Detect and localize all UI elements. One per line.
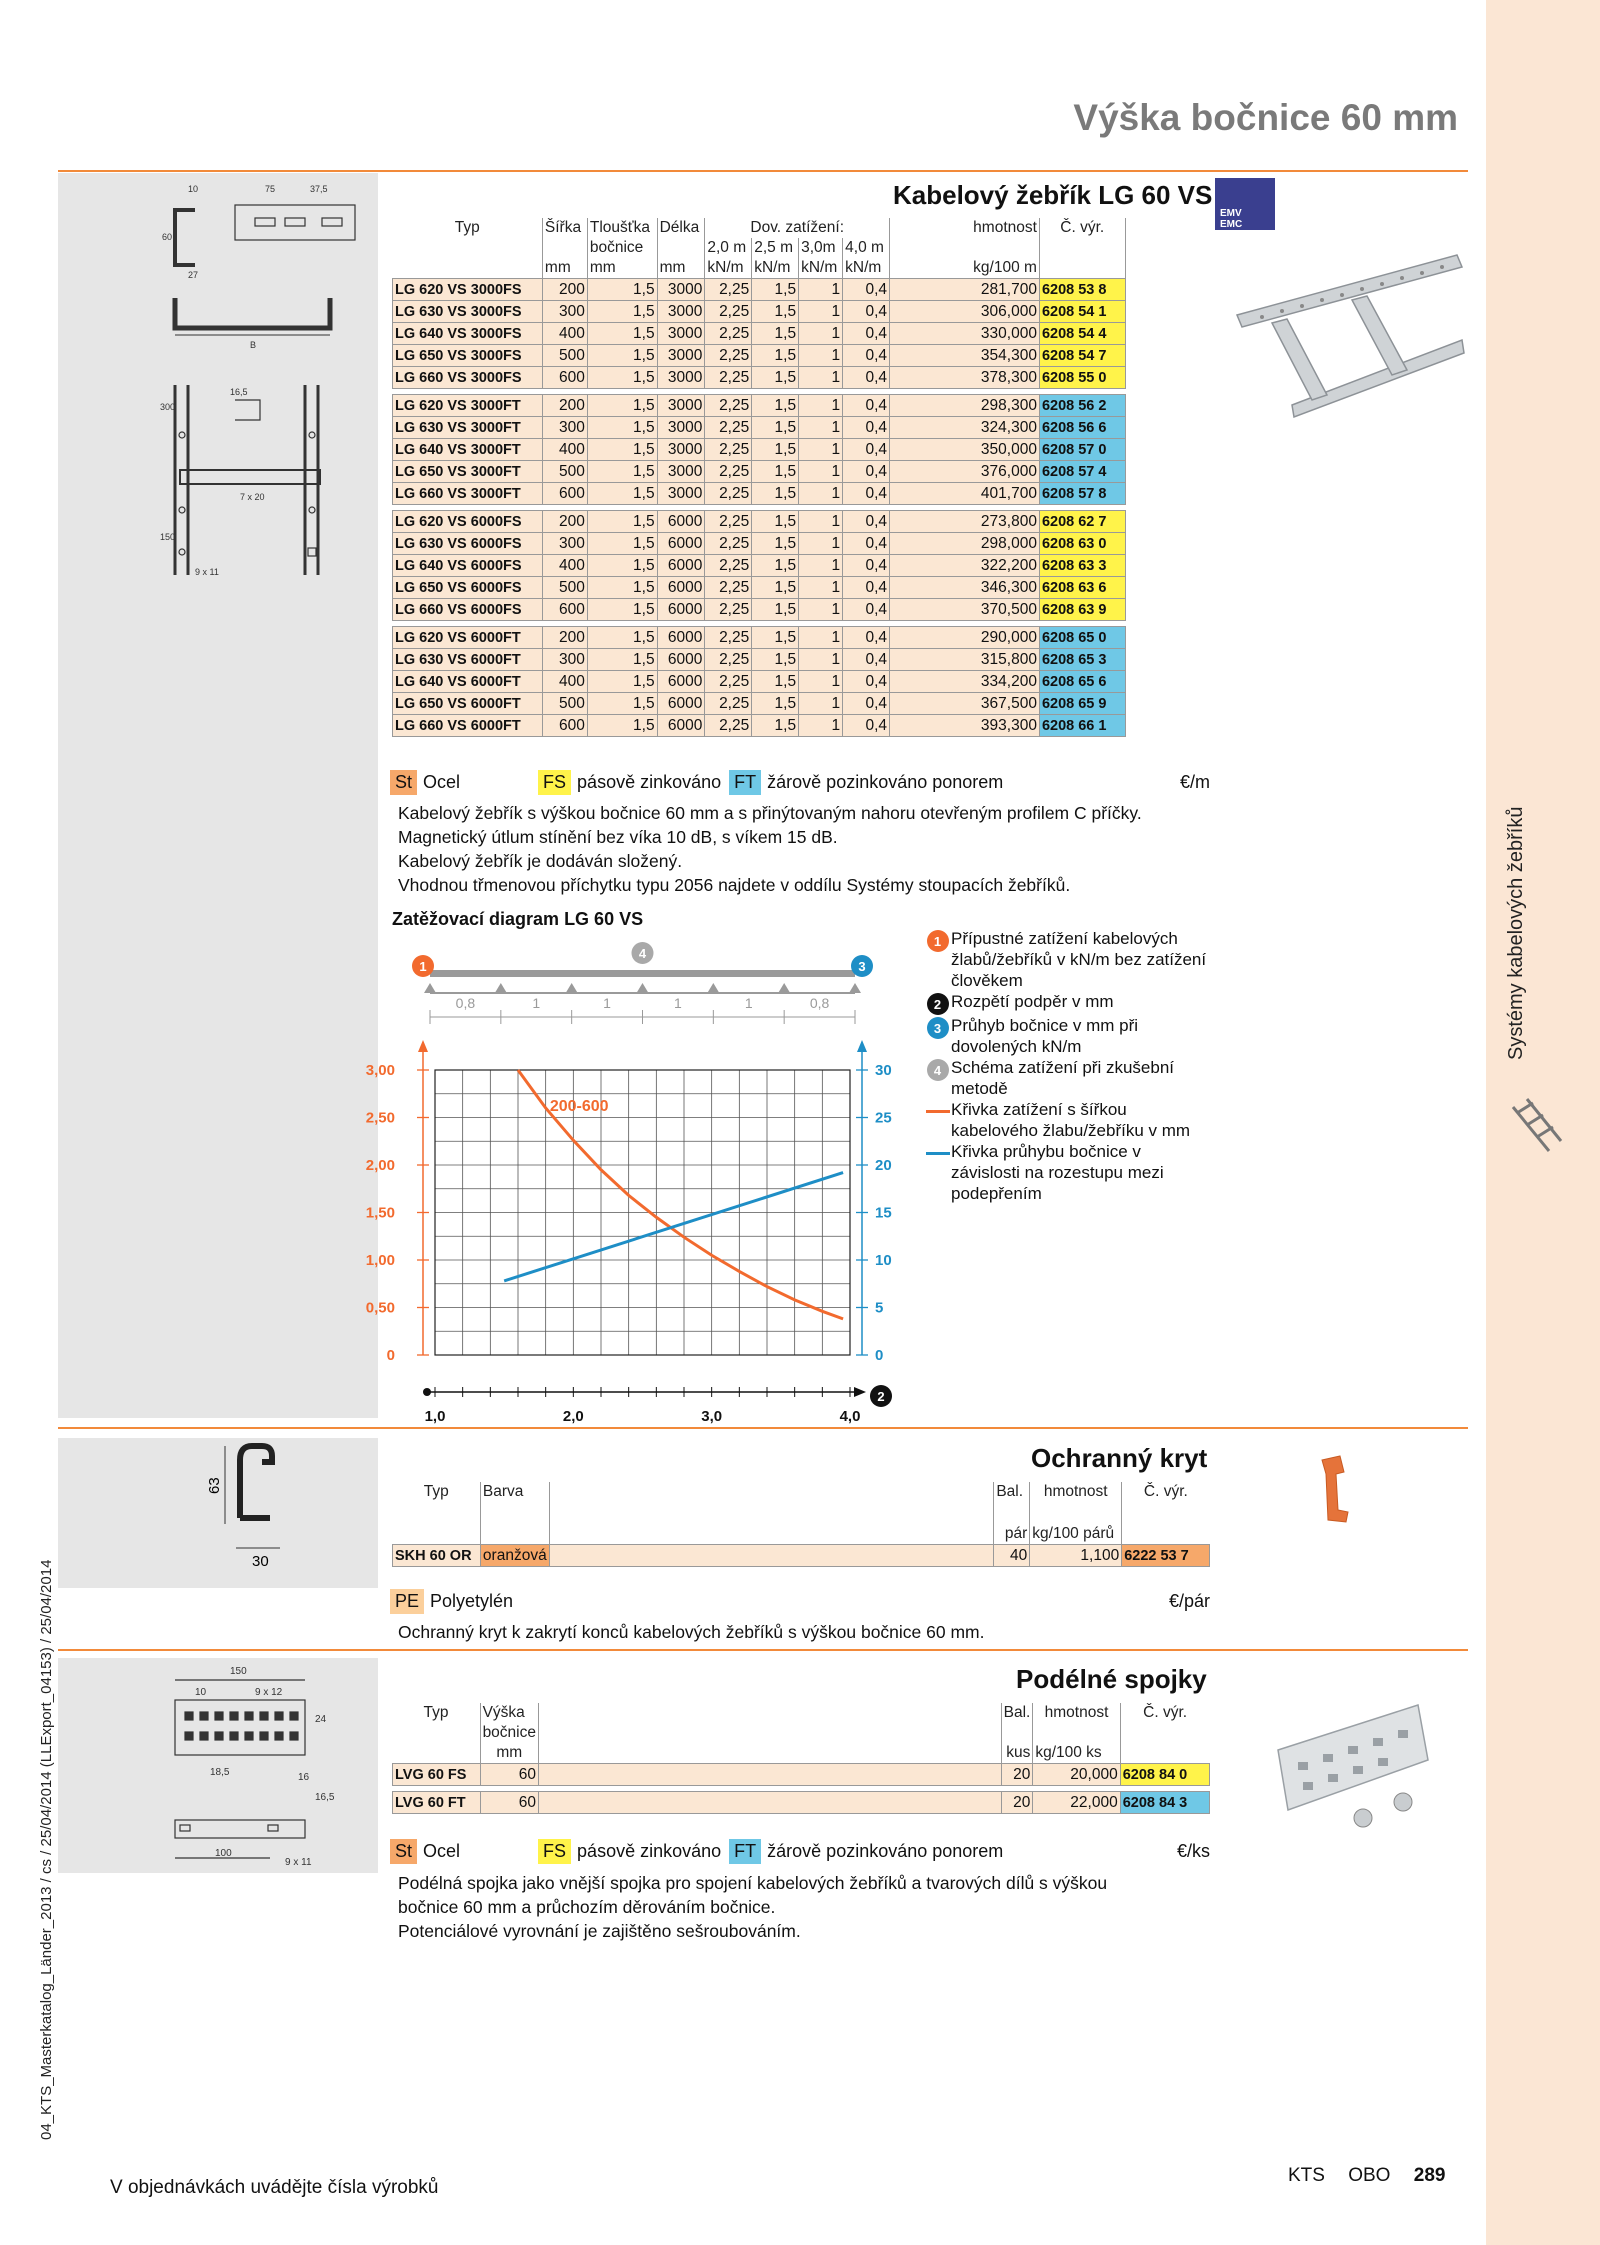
svg-text:16: 16 [298,1772,310,1783]
legend-text: Přípustné zatížení kabelových žlabů/žebříků v kN/m bez zatížení člověkem [951,929,1207,990]
svg-text:30: 30 [252,1553,269,1570]
svg-text:7 x 20: 7 x 20 [240,492,265,502]
footer-order-note: V objednávkách uvádějte čísla výrobků [110,2177,439,2198]
y-tick-label-right: 20 [875,1157,892,1174]
orange-rule-2 [58,1427,1468,1429]
legend-text: Schéma zatížení při zkušební metodě [951,1058,1175,1098]
diagram-legend-item [924,991,1209,1015]
table-row: LG 640 VS 3000FT 400 1,5 3000 2,25 1,5 1 0,4 350,000 6208 57 0 [393,439,1214,461]
cover-description: Ochranný kryt k zakrytí konců kabelových žebříků s výškou bočnice 60 mm. [398,1622,985,1642]
section-title-ladder: Kabelový žebřík LG 60 VS [893,180,1213,210]
svg-text:60: 60 [162,232,173,242]
table-row: LG 660 VS 3000FT 600 1,5 3000 2,25 1,5 1 0,4 401,700 6208 57 8 [393,483,1214,505]
load-support [707,983,719,993]
coupler-technical-drawing [150,1660,370,1870]
y-tick-label-left: 1,00 [365,1252,395,1269]
load-support [566,983,578,993]
coupler-table: Typ Výška Bal. hmotnost Č. výr. bočnice mm kus kg/100 ks LVG 60 FS 60 20 20,000 6208 84 0 LVG 60 FT 60 20 22,000 6208 84 3 [392,1703,1210,1814]
y-axis-left-arrow [418,1040,428,1052]
load-support [495,983,507,993]
load-value: 0,8 [455,995,476,1011]
load-support [849,983,861,993]
diagram-title: Zatěžovací diagram LG 60 VS [392,909,644,929]
finish-legend: St Ocel FS pásově zinkováno FT žárově pozinkováno ponorem €/m [390,770,1210,795]
svg-text:63: 63 [206,1477,223,1494]
table-row: LG 640 VS 3000FS 400 1,5 3000 2,25 1,5 1 0,4 330,000 6208 54 4 [393,323,1214,345]
svg-text:37,5: 37,5 [310,184,328,194]
svg-text:9 x 11: 9 x 11 [285,1857,312,1868]
svg-text:9 x 11: 9 x 11 [195,567,219,577]
table-row: LG 650 VS 3000FS 500 1,5 3000 2,25 1,5 1 0,4 354,300 6208 54 7 [393,345,1214,367]
load-value: 1 [603,995,611,1011]
y-tick-label-left: 2,00 [365,1157,395,1174]
load-diagram [365,935,910,1425]
load-value: 1 [744,995,753,1011]
x-tick-label: 2,0 [562,1408,584,1425]
y-tick-label-left: 2,50 [365,1109,395,1127]
y-tick-label-left: 3,00 [365,1062,395,1079]
badge-label: 3 [858,959,866,974]
svg-text:B: B [250,340,257,350]
diagram-legend-item [924,1015,1209,1057]
badge-label: 4 [638,946,647,961]
table-row: LG 650 VS 6000FS 500 1,5 6000 2,25 1,5 1 0,4 346,300 6208 63 6 [393,577,1214,599]
ladder-technical-drawing [140,180,370,600]
svg-text:16,5: 16,5 [315,1792,335,1803]
table-row: LG 620 VS 3000FT 200 1,5 3000 2,25 1,5 1 0,4 298,300 6208 56 2 [393,395,1214,417]
x-tick-label: 1,0 [424,1408,446,1425]
diagram-legend-item [924,1099,1209,1141]
table-row: LG 660 VS 6000FT 600 1,5 6000 2,25 1,5 1 0,4 393,300 6208 66 1 [393,715,1214,737]
cover-photo [1310,1450,1360,1530]
table-row: LG 640 VS 6000FS 400 1,5 6000 2,25 1,5 1 0,4 322,200 6208 63 3 [393,555,1214,577]
legend-text: Křivka průhybu bočnice v závislosti na rozestupu mezi podepřením [951,1142,1164,1203]
load-support [637,983,649,993]
load-bar [430,970,855,977]
emc-badge: EMV EMC [1215,178,1275,230]
svg-text:300: 300 [160,402,176,412]
ladder-description: Kabelový žebřík s výškou bočnice 60 mm a s přinýtovaným nahoru otevřeným profilem C příčky. Magnetický útlum stínění bez víka 10 dB, s víkem 15 dB. Kabelový žebřík je dodáván složený. Vhodnou třmenovou příchytku typu 2056 najdete v oddílu Systémy stoupacích žebříků. [398,803,1142,895]
ladder-photo [1232,245,1467,425]
diagram-legend-item [924,1057,1209,1099]
coupler-photo [1268,1700,1443,1830]
x-axis-origin [423,1388,431,1396]
orange-rule-3 [58,1649,1468,1651]
section-title-coupler: Podélné spojky [1016,1664,1207,1694]
curve-label: 200-600 [549,1097,609,1115]
table-row: LG 640 VS 6000FT 400 1,5 6000 2,25 1,5 1 0,4 334,200 6208 65 6 [393,671,1214,693]
page-title: Výška bočnice 60 mm [1073,97,1458,138]
section-title-cover: Ochranný kryt [1031,1443,1208,1473]
cover-technical-drawing [200,1438,360,1578]
legend-text: Rozpětí podpěr v mm [951,992,1114,1011]
footer-brand: KTS OBO 289 [1288,2165,1446,2186]
y-tick-label-right: 25 [875,1109,892,1127]
table-row: LG 620 VS 6000FS 200 1,5 6000 2,25 1,5 1 0,4 273,800 6208 62 7 [393,511,1214,533]
x-tick-label: 4,0 [839,1408,861,1425]
svg-text:10: 10 [195,1687,207,1698]
table-row: LG 650 VS 6000FT 500 1,5 6000 2,25 1,5 1 0,4 367,500 6208 65 9 [393,693,1214,715]
y-tick-label-right: 30 [875,1062,892,1079]
side-title: Systémy kabelových žebříků [1505,806,1527,1060]
legend-badge: 1 [927,930,949,952]
svg-text:100: 100 [215,1848,232,1859]
svg-text:27: 27 [188,270,199,280]
x-axis-arrow [854,1387,866,1397]
table-row: LG 630 VS 3000FT 300 1,5 3000 2,25 1,5 1 0,4 324,300 6208 56 6 [393,417,1214,439]
load-value: 0,8 [809,995,830,1011]
table-row: LG 660 VS 3000FS 600 1,5 3000 2,25 1,5 1 0,4 378,300 6208 55 0 [393,367,1214,389]
svg-text:10: 10 [188,184,199,194]
ladder-icon [1505,1095,1565,1155]
cover-table: Typ Barva Bal. hmotnost Č. výr. pár kg/100 párů SKH 60 OR oranžová 40 1,100 6222 53 7 [392,1482,1210,1567]
svg-text:9 x 12: 9 x 12 [255,1687,283,1698]
diagram-legend-item [924,1141,1209,1204]
x-tick-label: 3,0 [701,1408,723,1425]
svg-text:150: 150 [230,1666,247,1677]
y-tick-label-left: 1,50 [365,1204,395,1222]
table-row: LG 620 VS 6000FT 200 1,5 6000 2,25 1,5 1 0,4 290,000 6208 65 0 [393,627,1214,649]
legend-badge: 2 [927,993,949,1015]
svg-text:75: 75 [265,184,276,194]
table-row: LG 650 VS 3000FT 500 1,5 3000 2,25 1,5 1 0,4 376,000 6208 57 4 [393,461,1214,483]
y-tick-label-right: 15 [875,1204,892,1222]
y-tick-label-left: 0 [386,1347,395,1364]
y-axis-right-arrow [857,1040,867,1052]
svg-text:16,5: 16,5 [230,387,248,397]
table-header: Typ Šířka Tloušťka Délka Dov. zatížení: hmotnost Č. výr. [393,218,1214,238]
badge-label: 1 [419,959,427,974]
y-tick-label-right: 0 [875,1347,884,1364]
y-tick-label-right: 5 [875,1299,884,1317]
legend-badge: 3 [927,1017,949,1039]
svg-text:150: 150 [160,532,176,542]
legend-text: Křivka zatížení s šířkou kabelového žlabu/žebříku v mm [951,1100,1191,1140]
ladder-table: Typ Šířka Tloušťka Délka Dov. zatížení: hmotnost Č. výr. bočnice 2,0 m 2,5 m 3,0m 4,0 m mm mm mm kN/m kN/m kN/m kN/m kg/100 m LG 620 VS 3000FS 200 1,5 3000 2,25 1,5 1 0,4 281,700 6208 53 8 LG 630 VS 3000FS 300 1,5 3000 2,25 1,5 1 0,4 306,000 6208 54 1 LG 640 VS 3000FS 400 1,5 3000 2,25 1,5 1 0,4 330,000 6208 54 4 LG 650 VS 3000FS 500 1,5 3000 2,25 1,5 1 0,4 354,300 6208 54 7 LG 660 VS 3000FS 600 1,5 3000 2,25 1,5 1 0,4 378,300 6208 55 0 LG 620 VS 3000FT 200 1,5 3000 2,25 1,5 1 0,4 298,300 6208 56 2 LG 630 VS 3000FT 300 1,5 3000 2,25 1,5 1 0,4 324,300 6208 56 6 LG 640 VS 3000FT 400 1,5 3000 2,25 1,5 1 0,4 350,000 6208 57 0 LG 650 VS 3000FT 500 1,5 3000 2,25 1,5 1 0,4 376,000 6208 57 4 LG 660 VS 3000FT 600 1,5 3000 2,25 1,5 1 0,4 401,700 6208 57 8 LG 620 VS 6000FS 200 1,5 6000 2,25 1,5 1 0,4 273,800 6208 62 7 LG 630 VS 6000FS 300 1,5 6000 2,25 1,5 1 0,4 298,000 6208 63 0 LG 640 VS 6000FS 400 1,5 6000 2,25 1,5 1 0,4 322,200 6208 63 3 LG 650 VS 6000FS 500 1,5 6000 2,25 1,5 1 0,4 346,300 6208 63 6 LG 660 VS 6000FS 600 1,5 6000 2,25 1,5 1 0,4 370,500 6208 63 9 LG 620 VS 6000FT 200 1,5 6000 2,25 1,5 1 0,4 290,000 6208 65 0 LG 630 VS 6000FT 300 1,5 6000 2,25 1,5 1 0,4 315,800 6208 65 3 LG 640 VS 6000FT 400 1,5 6000 2,25 1,5 1 0,4 334,200 6208 65 6 LG 650 VS 6000FT 500 1,5 6000 2,25 1,5 1 0,4 367,500 6208 65 9 LG 660 VS 6000FT 600 1,5 6000 2,25 1,5 1 0,4 393,300 6208 66 1 [392,218,1213,737]
badge-label: 2 [877,1389,885,1404]
y-tick-label-right: 10 [875,1252,892,1269]
catalog-meta: 04_KTS_Masterkatalog_Länder_2013 / cs / 25/04/2014 (LLExport_04153) / 25/04/2014 [38,1559,55,2140]
load-support [424,983,436,993]
orange-rule [58,170,1468,172]
legend-text: Průhyb bočnice v mm při dovolených kN/m [951,1016,1139,1056]
coupler-legend: St Ocel FS pásově zinkováno FT žárově pozinkováno ponorem €/ks [390,1839,1210,1864]
diagram-legend [924,928,1209,1204]
y-tick-label-left: 0,50 [365,1299,395,1317]
load-value: 1 [532,995,541,1011]
table-row: LG 620 VS 3000FS 200 1,5 3000 2,25 1,5 1 0,4 281,700 6208 53 8 [393,279,1214,301]
diagram-legend-item [924,928,1209,991]
legend-badge: 4 [927,1059,949,1081]
coupler-description: Podélná spojka jako vnější spojka pro spojení kabelových žebříků a tvarových dílů s výškou bočnice 60 mm a průchozím děrováním bočnice. Potenciálové vyrovnání je zajištěno sešroubováním. [398,1873,1108,1941]
table-row: LG 660 VS 6000FS 600 1,5 6000 2,25 1,5 1 0,4 370,500 6208 63 9 [393,599,1214,621]
legend-line-swatch [926,1152,950,1155]
load-value: 1 [674,995,682,1011]
svg-text:18,5: 18,5 [210,1767,230,1778]
table-row: LG 630 VS 3000FS 300 1,5 3000 2,25 1,5 1 0,4 306,000 6208 54 1 [393,301,1214,323]
table-row: LG 630 VS 6000FT 300 1,5 6000 2,25 1,5 1 0,4 315,800 6208 65 3 [393,649,1214,671]
svg-text:24: 24 [315,1714,327,1725]
legend-line-swatch [926,1110,950,1113]
load-support [778,983,790,993]
cover-legend: PE Polyetylén €/pár [390,1589,1210,1614]
table-row: LG 630 VS 6000FS 300 1,5 6000 2,25 1,5 1 0,4 298,000 6208 63 0 [393,533,1214,555]
